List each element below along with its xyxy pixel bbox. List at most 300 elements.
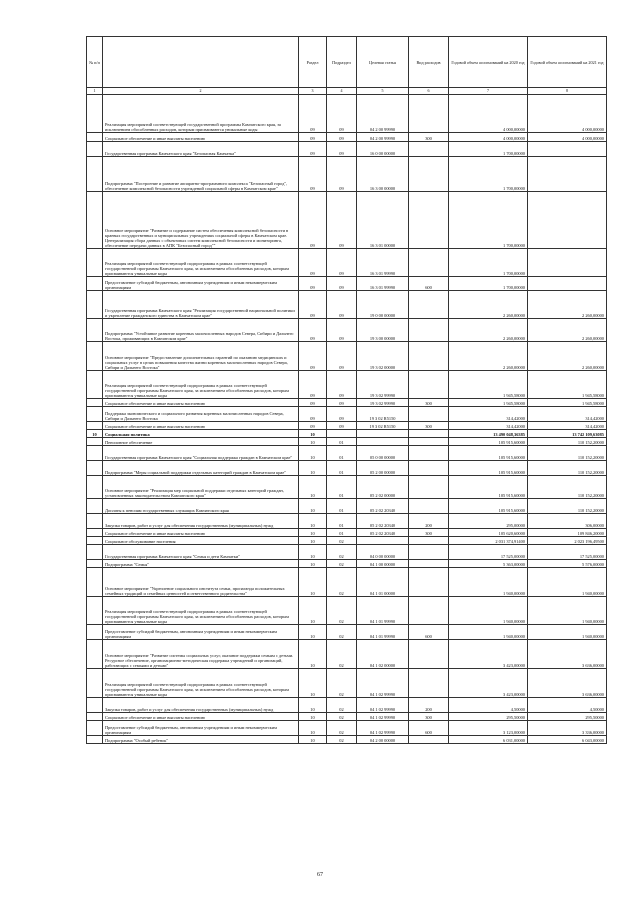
row-amount-2020: 295,00000 [449,514,528,529]
table-row [87,399,607,407]
row-podrazdel: 02 [327,568,357,597]
row-expense-type: 600 [409,625,449,640]
row-number [87,157,103,192]
row-expense-type [409,291,449,319]
row-expense-type [409,407,449,422]
row-amount-2020: 105 915,60000 [449,446,528,461]
row-razdel: 10 [299,476,327,499]
row-amount-2021: 306,00000 [528,514,607,529]
row-name: Подпрограмма "Семья" [103,560,299,568]
row-amount-2020: 1 940,00000 [449,568,528,597]
row-expense-type [409,597,449,625]
row-razdel: 10 [299,669,327,698]
row-amount-2020: 1 940,00000 [449,625,528,640]
row-expense-type [409,640,449,669]
row-amount-2021: 4 000,00000 [528,95,607,133]
row-amount-2020: 4 000,00000 [449,133,528,142]
row-name: Основное мероприятие "Развитие системы социальных услуг, оказание поддержки семьям с детьми. Ресурсное обеспечение, организационно-методическая поддержка учреждений и организаций, работающих с семьями и детьми" [103,640,299,669]
row-target-article: 05 2 02 20340 [357,514,409,529]
row-razdel: 10 [299,499,327,514]
row-expense-type [409,342,449,371]
row-name: Подпрограмма "Особый ребенок" [103,736,299,744]
row-podrazdel: 01 [327,529,357,537]
col-number: 1 [87,88,103,95]
row-podrazdel: 02 [327,560,357,568]
table-row [87,446,607,461]
row-amount-2021: 3 636,00000 [528,640,607,669]
row-amount-2021: 1 945,58000 [528,399,607,407]
row-number [87,568,103,597]
row-razdel: 09 [299,133,327,142]
row-target-article: 04 1 00 00000 [357,560,409,568]
table-row [87,625,607,640]
row-amount-2020: 105 915,60000 [449,461,528,476]
row-amount-2020: 1 700,00000 [449,157,528,192]
row-amount-2020: 1 700,00000 [449,277,528,291]
row-razdel: 09 [299,342,327,371]
row-amount-2021 [528,277,607,291]
row-razdel: 10 [299,721,327,736]
row-amount-2021: 1 940,00000 [528,597,607,625]
row-razdel: 10 [299,446,327,461]
row-amount-2020: 13 490 048,36385 [449,430,528,438]
row-expense-type [409,438,449,446]
row-amount-2021: 3 336,00000 [528,721,607,736]
row-podrazdel: 01 [327,514,357,529]
table-row [87,95,607,133]
row-amount-2021 [528,142,607,157]
row-target-article: 04 1 01 00000 [357,568,409,597]
col-header-2020: Годовой объем ассигнований на 2020 год [449,37,528,88]
row-number [87,461,103,476]
row-number [87,669,103,698]
row-amount-2020: 1 945,58000 [449,399,528,407]
row-target-article [357,430,409,438]
row-podrazdel: 09 [327,371,357,399]
row-amount-2021: 110 152,20000 [528,476,607,499]
table-row [87,713,607,721]
row-razdel: 09 [299,192,327,249]
row-expense-type [409,499,449,514]
row-amount-2020: 105 915,60000 [449,499,528,514]
table-row [87,537,607,545]
row-expense-type [409,95,449,133]
row-target-article: 19 3 02 R5150 [357,407,409,422]
row-target-article: 16 3 01 99990 [357,249,409,277]
row-target-article: 04 2 00 00000 [357,736,409,744]
row-number [87,640,103,669]
row-amount-2021: 3 636,00000 [528,669,607,698]
page-number: 67 [317,872,323,878]
row-amount-2021: 314,42000 [528,422,607,430]
table-row [87,568,607,597]
row-razdel: 09 [299,291,327,319]
row-target-article: 04 2 00 99990 [357,95,409,133]
row-expense-type [409,560,449,568]
row-podrazdel: 01 [327,499,357,514]
row-number [87,291,103,319]
row-name: Закупка товаров, работ и услуг для обеспечения государственных (муниципальных) нужд [103,698,299,713]
row-podrazdel: 02 [327,545,357,560]
row-number [87,736,103,744]
row-amount-2021: 295,50000 [528,713,607,721]
row-podrazdel: 02 [327,625,357,640]
row-name: Предоставление субсидий бюджетным, автономным учреждениям и иным некоммерческим организациям [103,721,299,736]
budget-table [86,36,607,744]
table-row [87,342,607,371]
table-row [87,514,607,529]
row-target-article: 19 3 00 00000 [357,319,409,342]
row-target-article: 04 2 00 99990 [357,133,409,142]
row-target-article: 19 3 02 99990 [357,371,409,399]
row-name: Основное мероприятие "Развитие и содержание систем обеспечения комплексной безопасности в краевых государственных и муниципальных учреждениях социальной сферы в Камчатском крае. Централизация сбора данных с объектовых систем комплексной безопасности и мониторинга, обеспечение передачи данных в АПК "Безопасный город"" [103,192,299,249]
row-number [87,319,103,342]
row-name: Социальное обслуживание населения [103,537,299,545]
row-amount-2020: 2 260,00000 [449,342,528,371]
row-target-article: 04 1 01 99990 [357,597,409,625]
row-name: Социальная политика [103,430,299,438]
col-number: 7 [449,88,528,95]
row-expense-type: 200 [409,698,449,713]
row-amount-2021: 110 152,20000 [528,461,607,476]
row-number [87,407,103,422]
row-razdel: 09 [299,277,327,291]
row-expense-type [409,545,449,560]
table-row [87,597,607,625]
row-target-article: 16 3 01 99990 [357,277,409,291]
row-expense-type [409,192,449,249]
row-expense-type: 300 [409,133,449,142]
row-amount-2020: 105 915,60000 [449,476,528,499]
table-row [87,736,607,744]
row-razdel: 10 [299,514,327,529]
row-podrazdel: 09 [327,142,357,157]
table-row [87,371,607,399]
row-target-article: 19 0 00 00000 [357,291,409,319]
row-amount-2021: 2 260,00000 [528,342,607,371]
row-amount-2021: 5 576,00000 [528,560,607,568]
row-podrazdel: 02 [327,640,357,669]
table-row [87,277,607,291]
row-expense-type [409,568,449,597]
row-name: Реализация мероприятий соответствующей подпрограммы в рамках соответствующей государственной программы Камчатского края, за исключением обособленных расходов, которым присваиваются уникальные коды [103,597,299,625]
row-podrazdel: 02 [327,597,357,625]
row-amount-2020: 314,42000 [449,422,528,430]
row-name: Социальное обеспечение и иные выплаты населению [103,713,299,721]
row-podrazdel: 01 [327,476,357,499]
row-amount-2020: 1 700,00000 [449,192,528,249]
row-amount-2021: 2 260,00000 [528,291,607,319]
row-podrazdel: 09 [327,399,357,407]
row-target-article: 05 2 00 00000 [357,461,409,476]
row-razdel: 09 [299,157,327,192]
row-amount-2020: 2 031 374,91400 [449,537,528,545]
row-amount-2020: 3 123,00000 [449,721,528,736]
row-number [87,625,103,640]
row-name: Пенсионное обеспечение [103,438,299,446]
row-razdel: 09 [299,399,327,407]
row-number [87,597,103,625]
row-number [87,133,103,142]
row-target-article: 16 3 00 00000 [357,157,409,192]
row-expense-type [409,669,449,698]
row-razdel: 10 [299,529,327,537]
row-expense-type: 300 [409,713,449,721]
row-expense-type [409,142,449,157]
row-podrazdel: 02 [327,736,357,744]
row-name: Реализация мероприятий соответствующей подпрограммы в рамках соответствующей государственной программы Камчатского края, за исключением обособленных расходов, которым присваиваются уникальные коды [103,669,299,698]
row-amount-2021: 1 940,00000 [528,625,607,640]
col-number: 3 [299,88,327,95]
row-expense-type: 300 [409,399,449,407]
row-razdel: 10 [299,560,327,568]
row-target-article: 19 3 02 R5150 [357,422,409,430]
table-row [87,438,607,446]
row-name: Подпрограмма "Устойчивое развитие коренных малочисленных народов Севера, Сибири и Дальнего Востока, проживающих в Камчатском крае" [103,319,299,342]
row-expense-type: 600 [409,277,449,291]
row-razdel: 09 [299,142,327,157]
row-name: Государственная программа Камчатского края "Реализация государственной национальной политики и укрепление гражданского единства в Камчатском крае" [103,291,299,319]
row-name: Поддержка экономического и социального развития коренных малочисленных народов Севера, Сибири и Дальнего Востока [103,407,299,422]
table-row [87,422,607,430]
row-expense-type: 600 [409,721,449,736]
row-target-article: 05 0 00 00000 [357,446,409,461]
table-row [87,133,607,142]
row-podrazdel: 09 [327,291,357,319]
row-number [87,560,103,568]
row-target-article: 04 1 02 99990 [357,669,409,698]
row-expense-type [409,157,449,192]
row-amount-2021: 314,42000 [528,407,607,422]
row-amount-2020: 3 423,00000 [449,669,528,698]
col-header-2021: Годовой объем ассигнований на 2021 год [528,37,607,88]
row-podrazdel: 09 [327,277,357,291]
row-podrazdel: 09 [327,407,357,422]
table-row [87,545,607,560]
row-number [87,95,103,133]
header-row [87,37,607,88]
row-podrazdel: 09 [327,133,357,142]
row-target-article: 04 1 01 99990 [357,625,409,640]
row-number [87,476,103,499]
row-name: Основное мероприятие "Реализация мер социальной поддержки отдельных категорий граждан, установленных законодательством Камчатского края" [103,476,299,499]
row-podrazdel: 02 [327,713,357,721]
col-header-podrazdel: Подраздел [327,37,357,88]
col-header-name [103,37,299,88]
row-name: Реализация мероприятий соответствующей государственной программы Камчатского края, за исключением обособленных расходов, которым присваиваются уникальные коды [103,95,299,133]
row-podrazdel: 09 [327,249,357,277]
row-podrazdel: 09 [327,95,357,133]
col-header-expense-type: Вид расходов [409,37,449,88]
row-expense-type [409,537,449,545]
row-amount-2021: 4 000,00000 [528,133,607,142]
row-podrazdel: 01 [327,438,357,446]
table-row [87,157,607,192]
row-amount-2021: 2 023 196,49500 [528,537,607,545]
row-target-article: 04 1 02 00000 [357,640,409,669]
row-razdel: 09 [299,249,327,277]
col-header-no: № п/п [87,37,103,88]
row-name: Реализация мероприятий соответствующей подпрограммы в рамках соответствующей государственной программы Камчатского края, за исключением обособленных расходов, которым присваиваются уникальные коды [103,249,299,277]
col-number: 2 [103,88,299,95]
row-number [87,422,103,430]
row-number [87,142,103,157]
row-razdel: 09 [299,95,327,133]
row-number [87,514,103,529]
row-podrazdel: 09 [327,157,357,192]
row-amount-2020: 17 525,00000 [449,545,528,560]
col-header-razdel: Раздел [299,37,327,88]
row-amount-2021: 17 525,00000 [528,545,607,560]
col-header-target-article: Целевая статья [357,37,409,88]
row-name: Предоставление субсидий бюджетным, автономным учреждениям и иным некоммерческим организациям [103,277,299,291]
row-amount-2021: 110 152,20000 [528,499,607,514]
budget-table-sheet [86,36,606,744]
row-amount-2021: 1 940,00000 [528,568,607,597]
row-amount-2020: 1 700,00000 [449,142,528,157]
row-number: 10 [87,430,103,438]
table-row [87,192,607,249]
row-amount-2020: 2 260,00000 [449,291,528,319]
row-name: Подпрограмма "Меры социальной поддержки отдельных категорий граждан в Камчатском крае" [103,461,299,476]
row-podrazdel: 02 [327,721,357,736]
row-number [87,713,103,721]
row-razdel: 10 [299,713,327,721]
row-name: Закупка товаров, работ и услуг для обеспечения государственных (муниципальных) нужд [103,514,299,529]
col-number: 4 [327,88,357,95]
row-number [87,277,103,291]
row-amount-2020: 4,50000 [449,698,528,713]
row-razdel: 09 [299,422,327,430]
row-podrazdel: 02 [327,698,357,713]
row-number [87,545,103,560]
row-number [87,399,103,407]
row-expense-type [409,446,449,461]
row-amount-2020: 1 945,58000 [449,371,528,399]
row-number [87,698,103,713]
row-target-article: 04 1 02 99990 [357,713,409,721]
row-expense-type [409,249,449,277]
row-razdel: 10 [299,736,327,744]
row-amount-2021: 109 846,20000 [528,529,607,537]
table-row [87,529,607,537]
row-amount-2021: 6 043,00000 [528,736,607,744]
row-name: Государственная программа Камчатского края "Безопасная Камчатка" [103,142,299,157]
row-expense-type [409,430,449,438]
row-amount-2020: 5 363,00000 [449,560,528,568]
row-podrazdel: 09 [327,192,357,249]
table-row [87,461,607,476]
table-body [87,95,607,744]
row-target-article: 16 3 01 00000 [357,192,409,249]
row-podrazdel: 02 [327,537,357,545]
table-row [87,407,607,422]
col-number: 5 [357,88,409,95]
row-number [87,537,103,545]
row-razdel: 09 [299,319,327,342]
row-number [87,249,103,277]
table-row [87,640,607,669]
row-target-article: 19 3 02 99990 [357,399,409,407]
table-row [87,721,607,736]
row-name: Социальное обеспечение и иные выплаты населению [103,399,299,407]
row-number [87,446,103,461]
table-row [87,669,607,698]
row-amount-2020: 3 423,00000 [449,640,528,669]
col-number: 8 [528,88,607,95]
table-row [87,476,607,499]
row-name: Государственная программа Камчатского края "Социальная поддержка граждан в Камчатском крае" [103,446,299,461]
row-target-article: 04 1 02 99990 [357,698,409,713]
row-name: Основное мероприятие "Укрепление социального института семьи, пропаганда положительных семейных традиций и семейных ценностей и ответственного родительства" [103,568,299,597]
table-row [87,499,607,514]
row-razdel: 10 [299,698,327,713]
column-number-row [87,88,607,95]
row-amount-2020: 314,42000 [449,407,528,422]
row-expense-type [409,461,449,476]
row-expense-type: 200 [409,514,449,529]
row-name: Государственная программа Камчатского края "Семья и дети Камчатки" [103,545,299,560]
row-number [87,371,103,399]
col-number: 6 [409,88,449,95]
row-amount-2020: 295,50000 [449,713,528,721]
row-target-article: 05 2 02 20340 [357,499,409,514]
row-name: Подпрограмма "Построение и развитие аппаратно-программного комплекса "Безопасный город", обеспечение комплексной безопасности учреждений социальной сферы в Камчатском крае" [103,157,299,192]
row-name: Социальное обеспечение и иные выплаты населению [103,133,299,142]
row-razdel: 10 [299,438,327,446]
table-row [87,560,607,568]
row-target-article: 04 1 02 99990 [357,721,409,736]
table-row [87,142,607,157]
row-amount-2021: 13 742 109,63085 [528,430,607,438]
row-amount-2021: 2 260,00000 [528,319,607,342]
row-target-article [357,537,409,545]
row-target-article [357,438,409,446]
row-amount-2020: 105 620,60000 [449,529,528,537]
row-amount-2020: 1 940,00000 [449,597,528,625]
row-podrazdel: 09 [327,319,357,342]
row-number [87,438,103,446]
row-expense-type [409,371,449,399]
row-expense-type [409,476,449,499]
row-razdel: 10 [299,545,327,560]
row-target-article: 16 0 00 00000 [357,142,409,157]
row-podrazdel: 01 [327,446,357,461]
table-row [87,430,607,438]
row-amount-2020: 105 915,60000 [449,438,528,446]
row-razdel: 10 [299,597,327,625]
row-name: Социальное обеспечение и иные выплаты населению [103,422,299,430]
row-number [87,529,103,537]
row-amount-2021: 110 152,20000 [528,438,607,446]
row-amount-2021 [528,249,607,277]
row-razdel: 09 [299,407,327,422]
row-amount-2020: 6 031,00000 [449,736,528,744]
row-expense-type [409,319,449,342]
row-number [87,721,103,736]
row-razdel: 09 [299,371,327,399]
row-expense-type [409,736,449,744]
row-amount-2020: 2 260,00000 [449,319,528,342]
row-target-article: 05 2 02 00000 [357,476,409,499]
row-razdel: 10 [299,537,327,545]
table-row [87,698,607,713]
row-amount-2021 [528,157,607,192]
row-name: Предоставление субсидий бюджетным, автономным учреждениям и иным некоммерческим организациям [103,625,299,640]
row-podrazdel: 02 [327,669,357,698]
row-podrazdel: 09 [327,422,357,430]
row-amount-2021: 1 945,58000 [528,371,607,399]
